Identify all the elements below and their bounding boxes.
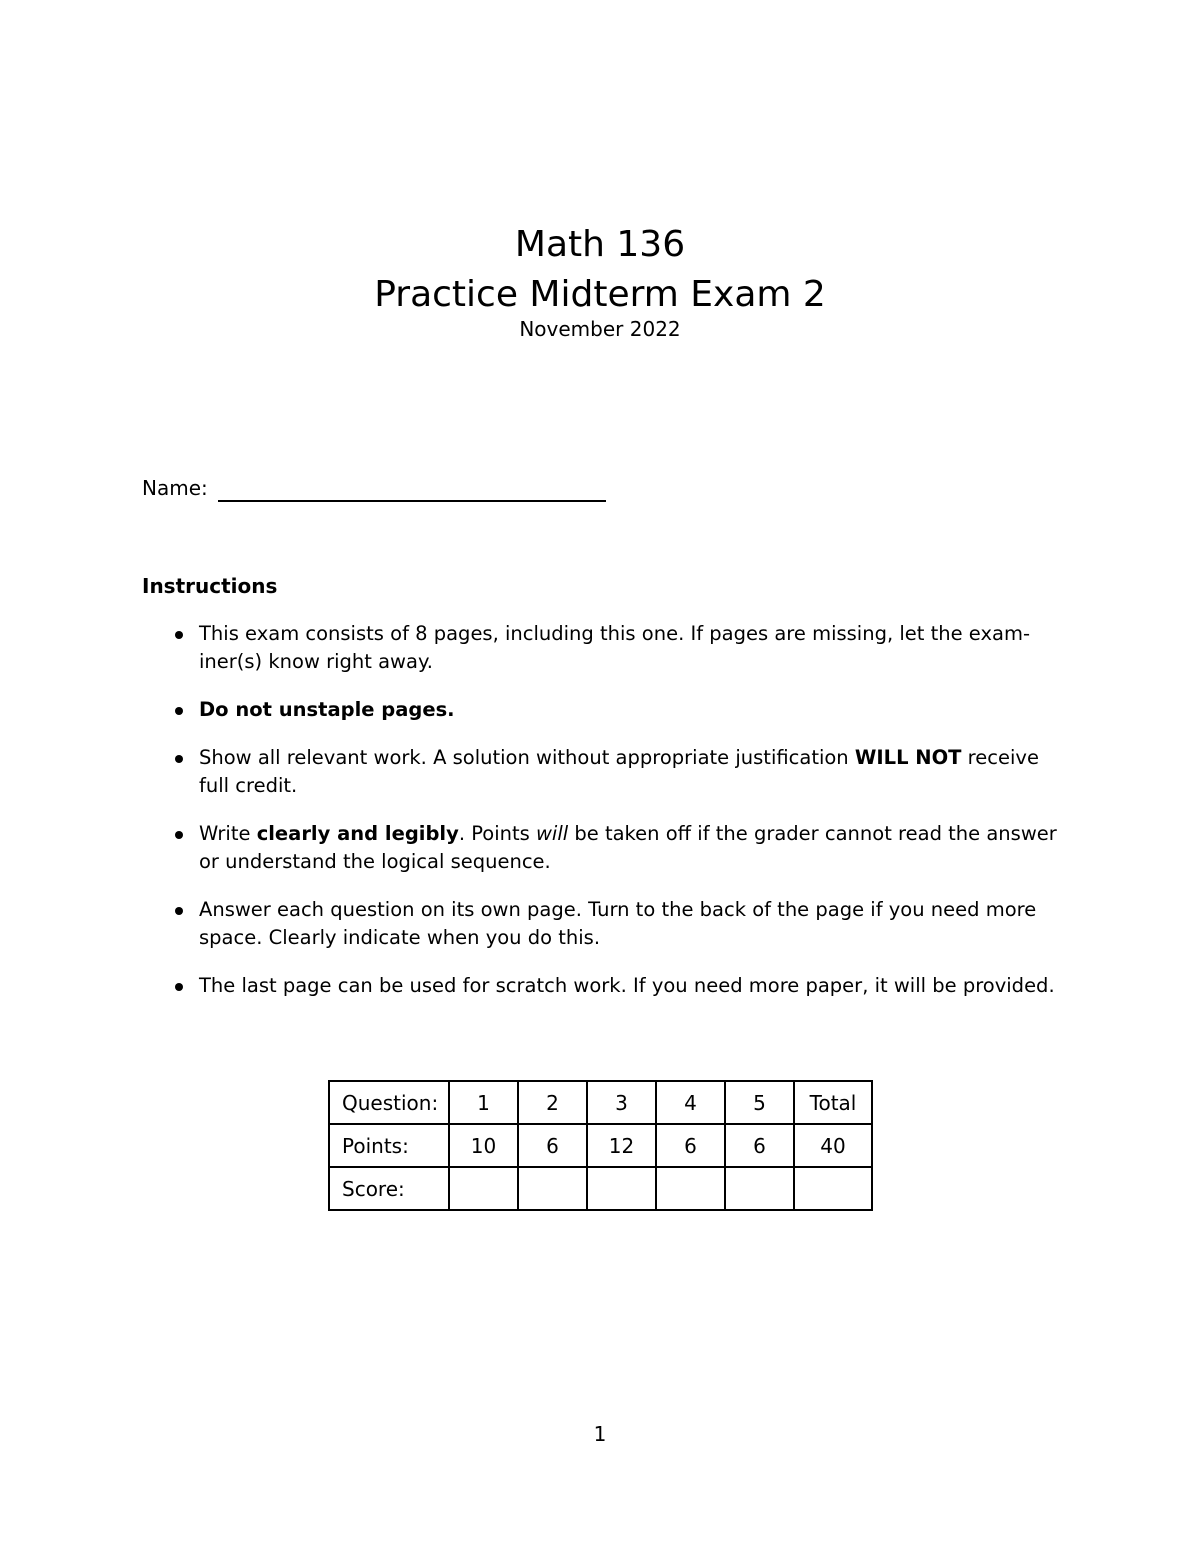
row-label-question: Question: <box>329 1081 449 1124</box>
name-label: Name: <box>142 476 208 500</box>
question-number: 1 <box>449 1081 518 1124</box>
course-title: Math 136 <box>514 224 686 265</box>
instruction-italic: will <box>535 822 569 845</box>
instruction-emphasis: WILL NOT <box>854 746 962 769</box>
instructions-list <box>175 620 1060 1000</box>
points-cell: 6 <box>725 1124 794 1167</box>
bullet-icon <box>175 707 183 715</box>
table-row <box>329 1081 872 1124</box>
bullet-icon <box>175 631 183 639</box>
row-label-points: Points: <box>329 1124 449 1167</box>
name-blank-line[interactable] <box>218 480 606 502</box>
instruction-text: receive full credit. <box>199 746 1039 797</box>
score-cell[interactable] <box>587 1167 656 1210</box>
instruction-text: The last page can be used for scratch work. If you need more paper, it will be provided. <box>199 974 1055 997</box>
table-row <box>329 1167 872 1210</box>
list-item <box>175 744 1060 800</box>
list-item <box>175 972 1060 1000</box>
grade-table <box>328 1080 873 1211</box>
table-row <box>329 1124 872 1167</box>
score-total-cell[interactable] <box>794 1167 872 1210</box>
instruction-text: Write <box>199 822 257 845</box>
instructions-heading: Instructions <box>142 574 278 598</box>
exam-title: Practice Midterm Exam 2 <box>374 274 826 315</box>
score-cell[interactable] <box>656 1167 725 1210</box>
points-cell: 6 <box>656 1124 725 1167</box>
score-cell[interactable] <box>725 1167 794 1210</box>
instruction-text: This exam consists of 8 pages, including this one. If pages are missing, let the exam-iner(s) know right away. <box>199 622 1030 673</box>
page-number: 1 <box>593 1422 607 1446</box>
instruction-text: Show all relevant work. A solution without appropriate justification <box>199 746 855 769</box>
question-total-header: Total <box>794 1081 872 1124</box>
question-number: 2 <box>518 1081 587 1124</box>
list-item <box>175 696 1060 724</box>
points-cell: 12 <box>587 1124 656 1167</box>
exam-date: November 2022 <box>519 317 681 341</box>
score-cell[interactable] <box>518 1167 587 1210</box>
question-number: 5 <box>725 1081 794 1124</box>
bullet-icon <box>175 755 183 763</box>
instruction-text: be taken off if the grader cannot read the answer or understand the logical sequence. <box>199 822 1057 873</box>
points-cell: 6 <box>518 1124 587 1167</box>
question-number: 3 <box>587 1081 656 1124</box>
bullet-icon <box>175 831 183 839</box>
instruction-text: Do not unstaple pages. <box>199 698 455 721</box>
instruction-text: Answer each question on its own page. Turn to the back of the page if you need more space. Clearly indicate when you do this. <box>199 898 1037 949</box>
list-item <box>175 620 1060 676</box>
name-field <box>142 474 606 502</box>
bullet-icon <box>175 983 183 991</box>
instruction-emphasis: clearly and legibly <box>256 822 459 845</box>
row-label-score: Score: <box>329 1167 449 1210</box>
points-cell: 10 <box>449 1124 518 1167</box>
score-cell[interactable] <box>449 1167 518 1210</box>
question-number: 4 <box>656 1081 725 1124</box>
bullet-icon <box>175 907 183 915</box>
points-total: 40 <box>794 1124 872 1167</box>
list-item <box>175 896 1060 952</box>
list-item <box>175 820 1060 876</box>
instruction-text: . Points <box>458 822 536 845</box>
